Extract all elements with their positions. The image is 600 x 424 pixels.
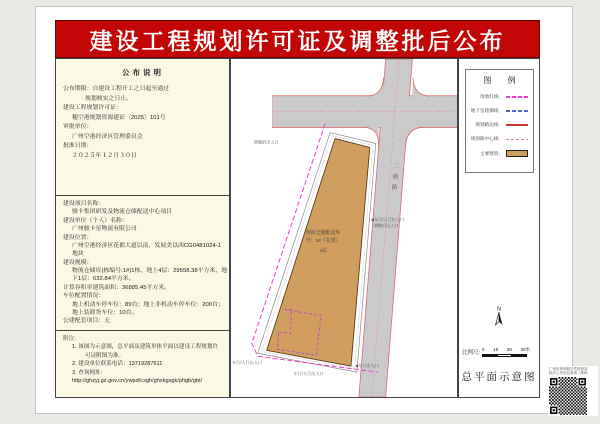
scale-segment [497, 354, 512, 357]
text-line: 车位配置情况： [63, 293, 105, 300]
text-line: 批准日期： [63, 143, 93, 150]
legend-item [466, 108, 528, 114]
building-label-1: 物流仓储配送库 [305, 230, 341, 236]
scale-tick: 10 [493, 347, 499, 352]
text-line: 骏卡集团研发及物流仓储配送中心项目 [72, 209, 173, 216]
text-line: 地上机动车停车位：89台；地上非机动车停车位：200台； [72, 301, 224, 308]
text-line: 3. 查询网址： [72, 369, 107, 376]
road-name-char-2: 横 [392, 174, 399, 181]
text-line: 建设位置： [63, 234, 93, 241]
scale-tick: 20 [506, 347, 512, 352]
plan-caption: 总平面示意图 [461, 371, 537, 383]
text-line: http://ghzyj.gz.gov.cn/ywpd/cxgh/ghxkgsgk/phgb/gbt/ [72, 377, 203, 384]
text-line: 广州空港经济区管理委员会 [72, 133, 143, 140]
legend-item [466, 150, 528, 157]
qr-block [548, 366, 598, 416]
legend-panel [458, 58, 540, 398]
project-box [56, 196, 229, 331]
text-line: 穗空港规划资源建证〔2025〕101号 [72, 114, 166, 121]
scale-segment [512, 354, 527, 357]
text-line: 公布期限：自建设工程开工之日起至通过 [63, 86, 170, 92]
legend-swatch-red-solid [506, 124, 528, 126]
legend-item [466, 122, 528, 128]
text-line: 计算容积率建筑面积：36885.45平方米。 [63, 284, 171, 291]
text-line: 公建配套项目：无 [63, 318, 111, 325]
legend-label: 规划路边线： [475, 122, 503, 127]
scale-tick: 0 [482, 347, 485, 352]
annotation-right-2: 调整后出入口 [373, 223, 399, 229]
notes-lines [63, 335, 223, 385]
scale-label: 比例尺: [462, 350, 481, 356]
building-label-2: 号：1#（在建） [305, 238, 341, 244]
north-arrow-outline [496, 312, 500, 325]
scale-segment [482, 354, 497, 357]
north-arrow-svg [492, 305, 506, 327]
text-line: 可证附图为准。 [85, 352, 125, 359]
scale-bar [462, 347, 538, 357]
project-lines [63, 200, 228, 326]
north-arrow [492, 305, 506, 332]
qr-caption-1: 广州市规划和自然资源局 [549, 367, 588, 371]
notice-lines [63, 85, 223, 162]
legend-item [466, 136, 528, 142]
notice-box [56, 59, 229, 196]
legend-label: 主要建筑： [480, 150, 503, 156]
text-line: 1. 该图为示意图，总平面及建筑单体平面以建设工程规划许 [72, 344, 219, 351]
annotation-topleft: 调整前出入口 [253, 139, 279, 145]
notice-heading: 公布说明 [122, 68, 164, 77]
legend-swatch-tan-box [506, 150, 528, 157]
scale-body [482, 347, 530, 357]
north-label: N [497, 306, 501, 313]
road-name-char-3: 路 [391, 185, 398, 192]
legend-label: 规划路中心线： [470, 136, 503, 141]
qr-code [549, 377, 587, 415]
text-line: 规划核实之日止。 [85, 95, 133, 102]
site-plan-svg [231, 59, 457, 397]
legend-title: 图 例 [483, 76, 523, 85]
annotation-right-1: ◀车行/人行出入口 [370, 217, 405, 223]
annotation-bottomcenter: 车行/人行出入口 [293, 371, 324, 377]
info-panel [55, 58, 230, 398]
text-line: 2. 建设单位联系电话：13719287611 [72, 361, 163, 368]
text-line: 地上装卸货车位：10台。 [72, 309, 138, 316]
text-line: 下1层：632.84平方米。 [72, 276, 135, 283]
legend-item [466, 94, 528, 100]
legend-box [465, 69, 534, 173]
text-line: 审批单位： [63, 124, 93, 131]
text-line: ２０２５年１２月３０日 [72, 152, 137, 159]
text-line: 建设单位（个人）名称： [63, 217, 128, 224]
qr-caption-2: 批后公布信息查询二维码 [549, 371, 588, 376]
building-label-3: 4层 [319, 248, 328, 254]
site-plan-map [230, 58, 458, 398]
legend-swatch-magenta-dash [506, 96, 528, 98]
road-name-char-1: 二 [393, 163, 400, 170]
north-arrow-fill [499, 312, 503, 325]
scale-line [482, 354, 530, 357]
text-line: 建设规模： [63, 259, 93, 266]
scale-tick: 30米 [520, 347, 531, 352]
text-line: 建设工程规划许可证： [63, 105, 122, 112]
text-line: 建设项目名称： [63, 201, 105, 207]
page-title: 建设工程规划许可证及调整批后公布 [89, 27, 506, 54]
legend-label: 用地红线： [480, 94, 503, 99]
legend-label: 地下室轮廓线： [470, 108, 503, 113]
text-line: 物流仓储库(栋编号:1#)1栋，地上4层：29558.38平方米，地 [72, 268, 228, 274]
text-line: 广州空港经济区花都大道以南，发展美以西CG0481024-1 [72, 242, 221, 249]
notes-box [56, 331, 229, 397]
scale-ticks [482, 347, 530, 353]
legend-swatch-blue-dash [506, 110, 528, 112]
annotation-bottomleft: 车行/人行出入口 [231, 360, 263, 366]
text-line: 附注： [63, 336, 80, 342]
legend-swatch-red-dash [506, 139, 528, 140]
annotation-road-entrance: ◀车行出入口 [354, 363, 379, 369]
text-line: 广州骏卡星物流有限公司 [72, 226, 137, 233]
title-bar [55, 20, 540, 58]
legend-items [466, 94, 533, 157]
text-line: 地块 [72, 251, 84, 258]
